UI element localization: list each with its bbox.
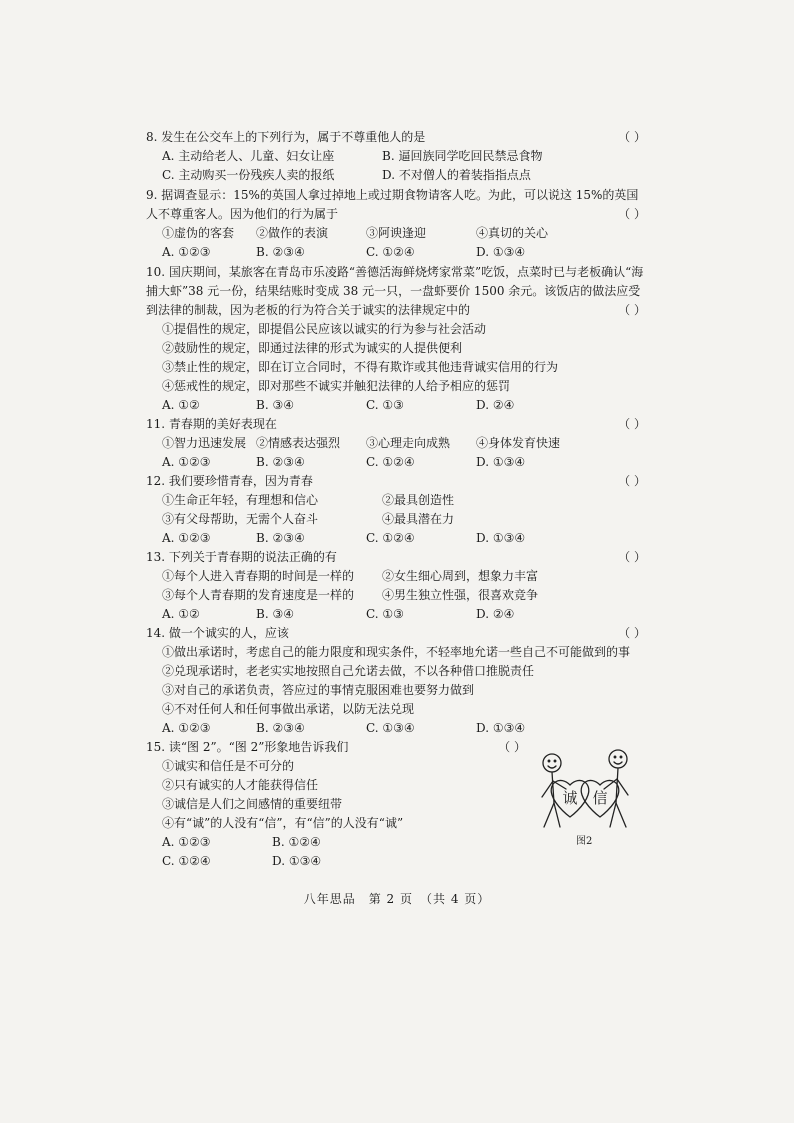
right-person-head — [609, 750, 627, 768]
option-2: ②做作的表演 — [256, 226, 329, 240]
question-stem — [146, 472, 646, 491]
question-15 — [146, 738, 526, 871]
question-13 — [146, 548, 646, 624]
answer-paren: （ ） — [618, 626, 646, 640]
option-1: ①每个人进入青春期的时间是一样的 — [162, 569, 355, 583]
option-3: ③阿谀逢迎 — [366, 226, 427, 240]
option-row — [146, 147, 646, 166]
statement-2: ②鼓励性的规定，即通过法律的形式为诚实的人提供便利 — [162, 341, 463, 355]
stem-text: 13. 下列关于青春期的说法正确的有 — [146, 550, 337, 564]
answer-a: A. ①②③ — [162, 455, 211, 469]
option-d: D. 不对僧人的着装指指点点 — [382, 168, 531, 182]
option-4: ④身体发育快速 — [476, 436, 561, 450]
answer-c: C. ①③ — [366, 607, 404, 621]
option-b: B. 逼回族同学吃回民禁忌食物 — [382, 149, 543, 163]
question-8 — [146, 128, 646, 185]
answer-row — [146, 453, 646, 472]
answer-row — [146, 719, 646, 738]
answer-paren: （ ） — [498, 740, 526, 754]
statement-3: ③诚信是人们之间感情的重要纽带 — [162, 797, 343, 811]
statement-1: ①做出承诺时，考虑自己的能力限度和现实条件，不轻率地允诺一些自己不可能做到的事 — [162, 645, 631, 659]
answer-a: A. ①②③ — [162, 531, 211, 545]
answer-a: A. ①②③ — [162, 835, 211, 849]
option-row — [146, 586, 646, 605]
option-1: ①生命正年轻，有理想和信心 — [162, 493, 319, 507]
statement-3: ③禁止性的规定，即在订立合同时，不得有欺诈或其他违背诚实信用的行为 — [162, 360, 559, 374]
answer-c: C. ①②④ — [162, 854, 211, 868]
answer-row — [146, 243, 646, 262]
figure-2-illustration — [530, 745, 640, 845]
statement-2: ②兑现承诺时，老老实实地按照自己允诺去做，不以各种借口推脱责任 — [162, 664, 535, 678]
char-xin: 信 — [592, 789, 608, 807]
answer-a: A. ①②③ — [162, 721, 211, 735]
left-person-head — [543, 754, 561, 772]
answer-row — [146, 605, 646, 624]
answer-c: C. ①③ — [366, 398, 404, 412]
answer-c: C. ①③④ — [366, 721, 415, 735]
option-row — [146, 510, 646, 529]
answer-b: B. ③④ — [256, 398, 294, 412]
option-1: ①智力迅速发展 — [162, 436, 247, 450]
option-c: C. 主动购买一份残疾人卖的报纸 — [162, 168, 335, 182]
option-row — [146, 567, 646, 586]
answer-b: B. ②③④ — [256, 721, 305, 735]
answer-a: A. ①② — [162, 398, 200, 412]
answer-b: B. ①②④ — [272, 835, 321, 849]
answer-c: C. ①②④ — [366, 455, 415, 469]
question-9 — [146, 186, 646, 262]
statement-4: ④惩戒性的规定，即对那些不诚实并触犯法律的人给予相应的惩罚 — [162, 379, 511, 393]
answer-row — [146, 396, 646, 415]
question-stem — [146, 186, 646, 224]
answer-b: B. ②③④ — [256, 245, 305, 259]
question-stem — [146, 128, 646, 147]
answer-b: B. ②③④ — [256, 531, 305, 545]
answer-d: D. ①③④ — [476, 245, 526, 259]
statement-3: ③对自己的承诺负责，答应过的事情克服困难也要努力做到 — [162, 683, 475, 697]
option-3: ③心理走向成熟 — [366, 436, 451, 450]
statement-4: ④有“诚”的人没有“信”，有“信”的人没有“诚” — [162, 816, 404, 830]
option-row — [146, 434, 646, 453]
statement-4: ④不对任何人和任何事做出承诺，以防无法兑现 — [162, 702, 415, 716]
question-10 — [146, 263, 646, 415]
question-11 — [146, 415, 646, 472]
option-3: ③每个人青春期的发育速度是一样的 — [162, 588, 355, 602]
question-14 — [146, 624, 646, 738]
answer-d: D. ①③④ — [476, 721, 526, 735]
answer-d: D. ①③④ — [476, 531, 526, 545]
option-row — [146, 491, 646, 510]
option-4: ④男生独立性强，很喜欢竞争 — [382, 588, 539, 602]
figure-caption: 图2 — [576, 836, 593, 847]
question-12 — [146, 472, 646, 548]
answer-paren: （ ） — [618, 550, 646, 564]
stem-text: 15. 读“图 2”。“图 2”形象地告诉我们 — [146, 740, 349, 754]
answer-b: B. ②③④ — [256, 455, 305, 469]
option-2: ②女生细心周到，想象力丰富 — [382, 569, 539, 583]
statement-1: ①提倡性的规定，即提倡公民应该以诚实的行为参与社会活动 — [162, 322, 487, 336]
stem-text: 9. 据调查显示：15%的英国人拿过掉地上或过期食物请客人吃。为此，可以说这 15%的英国人不尊重客人。因为他们的行为属于 — [146, 188, 639, 221]
option-a: A. 主动给老人、儿童、妇女让座 — [162, 149, 335, 163]
stem-text: 8. 发生在公交车上的下列行为，属于不尊重他人的是 — [146, 130, 426, 144]
option-row — [146, 166, 646, 185]
question-stem — [146, 738, 526, 757]
answer-paren: （ ） — [618, 303, 646, 317]
char-cheng: 诚 — [562, 789, 578, 807]
answer-row — [146, 833, 526, 852]
answer-paren: （ ） — [618, 130, 646, 144]
option-3: ③有父母帮助，无需个人奋斗 — [162, 512, 319, 526]
answer-b: B. ③④ — [256, 607, 294, 621]
answer-d: D. ②④ — [476, 398, 515, 412]
question-stem — [146, 624, 646, 643]
answer-paren: （ ） — [618, 207, 646, 221]
option-1: ①虚伪的客套 — [162, 226, 235, 240]
question-stem — [146, 263, 646, 320]
answer-d: D. ①③④ — [272, 854, 322, 868]
question-stem — [146, 548, 646, 567]
stem-text: 12. 我们要珍惜青春，因为青春 — [146, 474, 313, 488]
answer-d: D. ①③④ — [476, 455, 526, 469]
answer-row — [146, 529, 646, 548]
answer-a: A. ①②③ — [162, 245, 211, 259]
option-4: ④真切的关心 — [476, 226, 549, 240]
stem-text: 10. 国庆期间，某旅客在青岛市乐凌路“善德活海鲜烧烤家常菜”吃饭，点菜时已与老板确认“海捕大虾”38 元一份，结果结账时变成 38 元一只，一盘虾要价 1500 余元。该饭店的做法应受到法律的制裁，因为老板的行为符合关于诚实的法律规定中的 — [146, 265, 644, 317]
answer-c: C. ①②④ — [366, 531, 415, 545]
statement-2: ②只有诚实的人才能获得信任 — [162, 778, 319, 792]
answer-a: A. ①② — [162, 607, 200, 621]
answer-c: C. ①②④ — [366, 245, 415, 259]
stem-text: 11. 青春期的美好表现在 — [146, 417, 277, 431]
page-footer: 八年思品 第 2 页 （共 4 页） — [303, 892, 491, 906]
answer-row — [146, 852, 526, 871]
answer-d: D. ②④ — [476, 607, 515, 621]
option-2: ②最具创造性 — [382, 493, 455, 507]
statement-1: ①诚实和信任是不可分的 — [162, 759, 295, 773]
answer-paren: （ ） — [618, 474, 646, 488]
answer-paren: （ ） — [618, 417, 646, 431]
option-4: ④最具潜在力 — [382, 512, 455, 526]
option-row — [146, 224, 646, 243]
option-2: ②情感表达强烈 — [256, 436, 341, 450]
question-stem — [146, 415, 646, 434]
stem-text: 14. 做一个诚实的人，应该 — [146, 626, 289, 640]
